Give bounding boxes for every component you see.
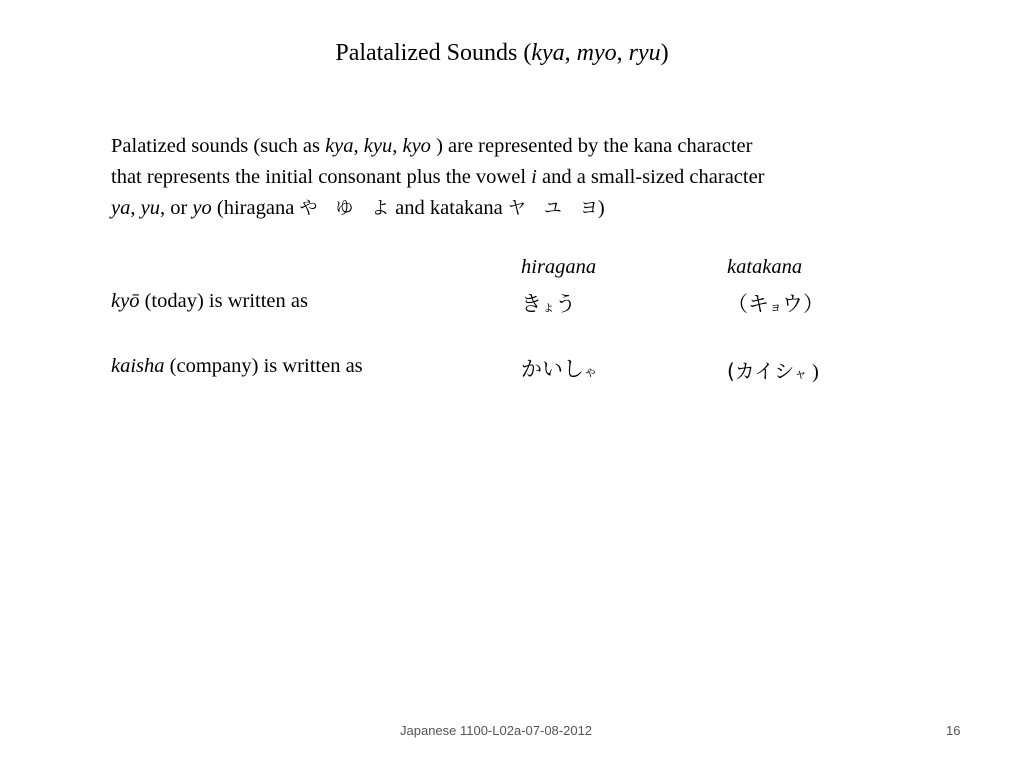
text: ): [597, 197, 605, 219]
title-separator: ,: [616, 40, 629, 66]
explanation-paragraph: [111, 131, 1011, 224]
title-example-myo: myo: [576, 40, 617, 66]
page-number: 16: [946, 723, 961, 738]
example-row-kaisha-label: [111, 355, 363, 378]
kana: ウ）: [782, 292, 825, 316]
title-example-ryu: ryu: [628, 40, 661, 66]
kana: き: [521, 292, 542, 316]
text: , or: [159, 197, 193, 219]
text: Palatized sounds (such as: [111, 135, 326, 157]
example-row-kaisha-hiragana: [521, 353, 597, 383]
text: ) are represented by the kana character: [430, 135, 753, 157]
example-yo: yo: [192, 197, 212, 219]
text: and a small-sized character: [536, 166, 765, 188]
example-kyo: kyo: [402, 135, 431, 157]
text: ): [806, 361, 819, 383]
paragraph-line-3: [111, 193, 1011, 224]
footer-text: Japanese 1100-L02a-07-08-2012: [400, 723, 593, 738]
small-kana: ゃ: [584, 365, 598, 380]
kana: かいし: [521, 357, 584, 381]
vowel-i: i: [531, 166, 537, 188]
paragraph-line-2: [111, 162, 1011, 193]
example-row-kyo-hiragana: [521, 288, 576, 318]
kana: （キ: [727, 292, 769, 316]
small-kana: ョ: [769, 300, 783, 315]
header-hiragana: hiragana: [521, 256, 597, 278]
text: (hiragana: [211, 197, 300, 219]
romaji-word: kyō: [111, 290, 140, 312]
example-kyu: kyu: [363, 135, 393, 157]
katakana-ya-yu-yo: ヤ ユ ヨ: [507, 198, 598, 219]
romaji-word: kaisha: [111, 355, 165, 377]
paragraph-line-1: [111, 131, 1011, 162]
title-suffix: ): [660, 40, 669, 66]
example-row-kyo-label: [111, 290, 308, 313]
row-text: (company) is written as: [164, 355, 363, 377]
example-yu: yu: [140, 197, 160, 219]
kana: う: [555, 292, 577, 316]
small-kana: ャ: [794, 366, 807, 381]
example-row-kaisha-katakana: [727, 355, 819, 384]
comma: ,: [392, 135, 403, 157]
example-kya: kya: [325, 135, 354, 157]
title-example-kya: kya: [531, 40, 565, 66]
header-katakana: katakana: [727, 256, 803, 278]
example-row-kyo-katakana: [727, 288, 824, 318]
hiragana-ya-yu-yo: や ゆ よ: [299, 198, 396, 219]
title-separator: ,: [564, 40, 577, 66]
small-kana: ょ: [542, 300, 556, 315]
slide-title: [0, 40, 1004, 67]
comma: ,: [130, 197, 141, 219]
comma: ,: [353, 135, 364, 157]
kana: (カイシ: [727, 359, 795, 383]
row-text: (today) is written as: [139, 290, 308, 312]
text: and katakana: [395, 197, 508, 219]
text: that represents the initial consonant plus the vowel: [111, 166, 532, 188]
example-ya: ya: [111, 197, 131, 219]
title-prefix: Palatalized Sounds (: [335, 40, 532, 66]
